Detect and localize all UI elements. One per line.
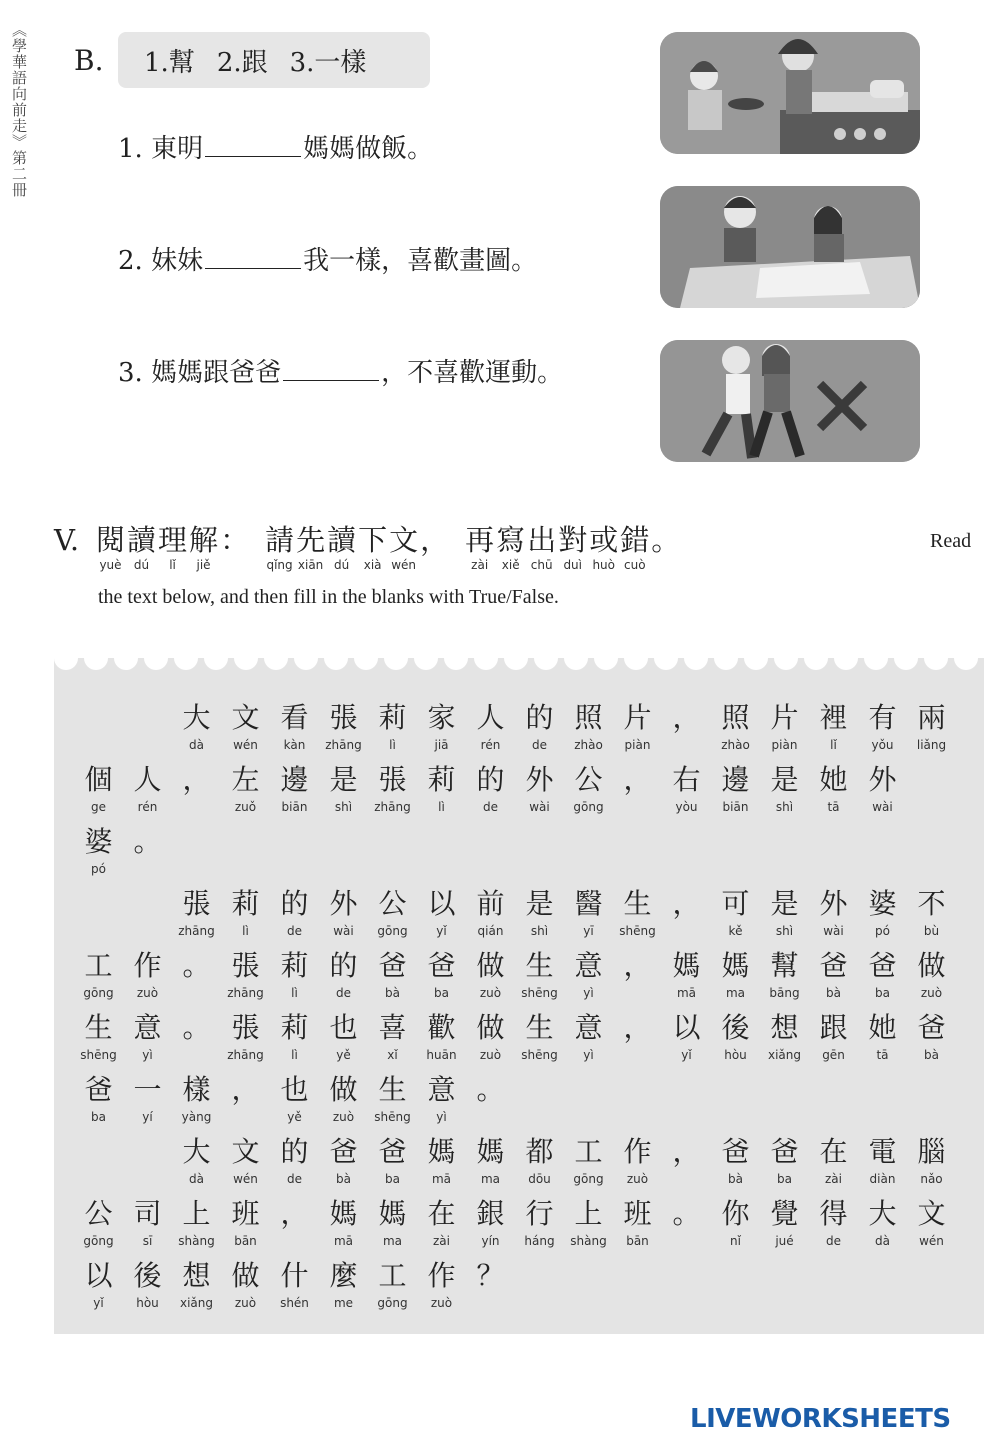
passage-char: 大 dà — [182, 701, 211, 752]
passage-char: 的 de — [280, 887, 309, 938]
passage-char — [74, 884, 123, 938]
passage-char: 個 ge — [84, 763, 113, 814]
passage-char: 生 shēng — [374, 1073, 411, 1124]
title-char: 文 wén — [389, 523, 419, 572]
passage-char: 文 wén — [231, 1135, 260, 1186]
passage-line — [74, 884, 956, 938]
passage-char: ？ — [476, 1259, 505, 1292]
title-char: ， — [420, 523, 450, 557]
passage-char: 上 shàng — [570, 1197, 607, 1248]
passage-char — [74, 698, 123, 752]
passage-char: ， — [280, 1197, 309, 1230]
passage-char: 跟 gēn — [819, 1011, 848, 1062]
passage-char: 生 shēng — [521, 1011, 558, 1062]
passage-char: 外 wài — [525, 763, 554, 814]
passage-char: 爸 bà — [819, 949, 848, 1000]
passage-char — [74, 1132, 123, 1186]
passage-char: 司 sī — [133, 1197, 162, 1248]
title-char: 解 jiě — [189, 523, 219, 572]
passage-char: 的 de — [525, 701, 554, 752]
passage-char: 邊 biān — [721, 763, 750, 814]
passage-char: 作 zuò — [427, 1259, 456, 1310]
passage-char: 照 zhào — [574, 701, 603, 752]
passage-char: 爸 ba — [868, 949, 897, 1000]
passage-char: 文 wén — [231, 701, 260, 752]
passage-line — [74, 698, 956, 752]
answer-blank-1[interactable] — [205, 134, 301, 157]
passage-char: 兩 liǎng — [916, 701, 947, 752]
title-char: 再 zài — [465, 523, 495, 572]
passage-char: ， — [182, 763, 211, 796]
passage-char: 她 tā — [819, 763, 848, 814]
passage-char: 張 zhāng — [374, 763, 411, 814]
passage-char: 前 qián — [476, 887, 505, 938]
passage-char: 也 yě — [280, 1073, 309, 1124]
title-char: 或 huò — [589, 523, 619, 572]
passage-line — [74, 1194, 956, 1248]
passage-char: 。 — [182, 1011, 211, 1044]
passage-char: 電 diàn — [868, 1135, 897, 1186]
question-3: 3. 媽媽跟爸爸 ，不喜歡運動。 — [118, 358, 564, 388]
answer-blank-3[interactable] — [283, 358, 379, 381]
passage-line — [74, 1008, 956, 1062]
passage-char: 莉 lì — [231, 887, 260, 938]
passage-char: 婆 pó — [868, 887, 897, 938]
passage-char: 以 yǐ — [84, 1259, 113, 1310]
passage-char: 爸 ba — [427, 949, 456, 1000]
passage-char: 以 yǐ — [672, 1011, 701, 1062]
passage-char: 作 zuò — [623, 1135, 652, 1186]
passage-line — [74, 822, 172, 876]
passage-char: 上 shàng — [178, 1197, 215, 1248]
passage-char: 外 wài — [329, 887, 358, 938]
book-title-side: 《學華語向前走》第二冊 — [10, 22, 28, 198]
passage-char: 莉 lì — [280, 1011, 309, 1062]
passage-char: 爸 ba — [770, 1135, 799, 1186]
passage-char: 片 piàn — [770, 701, 799, 752]
passage-char: 。 — [672, 1197, 701, 1230]
passage-char: 工 gōng — [377, 1259, 408, 1310]
passage-char: ， — [623, 763, 652, 796]
passage-char: ， — [672, 887, 701, 920]
passage-char: 大 dà — [182, 1135, 211, 1186]
passage-char: 醫 yī — [574, 887, 603, 938]
passage-char: 一 yí — [133, 1073, 162, 1124]
passage-char: 工 gōng — [573, 1135, 604, 1186]
passage-char: ， — [623, 1011, 652, 1044]
passage-char: 工 gōng — [83, 949, 114, 1000]
illustration-drawing — [660, 186, 920, 308]
passage-char: 文 wén — [917, 1197, 946, 1248]
passage-char: 片 piàn — [623, 701, 652, 752]
passage-char: 喜 xǐ — [378, 1011, 407, 1062]
passage-char: 左 zuǒ — [231, 763, 260, 814]
passage-char: 生 shēng — [521, 949, 558, 1000]
passage-char: 也 yě — [329, 1011, 358, 1062]
passage-char: 公 gōng — [83, 1197, 114, 1248]
word-bank-item: 3.一樣 — [289, 47, 367, 78]
section-v-heading: V. 閱 yuè 讀 dú 理 lǐ 解 jiě ： 請 qǐng 先 xiān 讀 dú 下 xià 文 wén ， 再 zài 寫 xiě 出 chū 對 duì 或 huò 錯 cuò 。 — [54, 523, 681, 572]
passage-char: 右 yòu — [672, 763, 701, 814]
passage-char: 公 gōng — [573, 763, 604, 814]
passage-char: 爸 bà — [917, 1011, 946, 1062]
passage-line — [74, 1132, 956, 1186]
passage-char: 生 shēng — [619, 887, 656, 938]
passage-char: 班 bān — [231, 1197, 260, 1248]
reading-passage — [54, 658, 984, 1334]
passage-char: 媽 mā — [427, 1135, 456, 1186]
passage-char: 的 de — [329, 949, 358, 1000]
passage-char: 婆 pó — [84, 825, 113, 876]
passage-char: 媽 ma — [721, 949, 750, 1000]
passage-char: 想 xiǎng — [767, 1011, 801, 1062]
word-bank-item: 2.跟 — [216, 47, 268, 78]
passage-char: 爸 bà — [329, 1135, 358, 1186]
passage-char: 什 shén — [280, 1259, 309, 1310]
instruction-english-read: Read — [930, 530, 972, 552]
title-char: 理 lǐ — [158, 523, 188, 572]
passage-line — [74, 760, 907, 814]
passage-char: 看 kàn — [280, 701, 309, 752]
passage-char: 。 — [182, 949, 211, 982]
passage-char: 意 yì — [574, 949, 603, 1000]
passage-char: 張 zhāng — [227, 949, 264, 1000]
passage-char — [123, 1132, 172, 1186]
passage-char: 行 háng — [524, 1197, 555, 1248]
passage-char: 。 — [133, 825, 162, 858]
passage-char: 家 jiā — [427, 701, 456, 752]
title-char: 錯 cuò — [620, 523, 650, 572]
liveworksheets-logo: LIVEWORKSHEETS — [690, 1404, 951, 1434]
passage-char: 都 dōu — [525, 1135, 554, 1186]
passage-char: 後 hòu — [133, 1259, 162, 1310]
passage-char: 樣 yàng — [181, 1073, 212, 1124]
title-char: 先 xiān — [296, 523, 326, 572]
passage-char: 作 zuò — [133, 949, 162, 1000]
passage-char: 人 rén — [133, 763, 162, 814]
title-char: 讀 dú — [127, 523, 157, 572]
passage-char: 是 shì — [525, 887, 554, 938]
passage-char: 照 zhào — [721, 701, 750, 752]
title-char: 寫 xiě — [496, 523, 526, 572]
passage-char: 爸 ba — [378, 1135, 407, 1186]
passage-char: 裡 lǐ — [819, 701, 848, 752]
question-1: 1. 東明 媽媽做飯。 — [118, 134, 434, 164]
passage-char: ， — [231, 1073, 260, 1106]
passage-char: 是 shì — [329, 763, 358, 814]
passage-char: 以 yǐ — [427, 887, 456, 938]
passage-char: ， — [623, 949, 652, 982]
passage-char: 媽 mā — [329, 1197, 358, 1248]
passage-char: 做 zuò — [476, 1011, 505, 1062]
passage-char: 覺 jué — [770, 1197, 799, 1248]
passage-char: 有 yǒu — [868, 701, 897, 752]
passage-char: 媽 ma — [378, 1197, 407, 1248]
passage-char: 媽 ma — [476, 1135, 505, 1186]
passage-char: 人 rén — [476, 701, 505, 752]
word-bank-item: 1.幫 — [144, 47, 195, 78]
passage-char: 張 zhāng — [227, 1011, 264, 1062]
passage-line — [74, 1070, 515, 1124]
passage-char: 可 kě — [721, 887, 750, 938]
passage-char: 意 yì — [133, 1011, 162, 1062]
passage-char: 你 nǐ — [721, 1197, 750, 1248]
passage-char: 是 shì — [770, 887, 799, 938]
title-char: 請 qǐng — [265, 523, 295, 572]
passage-char: 做 zuò — [329, 1073, 358, 1124]
passage-char: 做 zuò — [917, 949, 946, 1000]
passage-char: 班 bān — [623, 1197, 652, 1248]
passage-char: 公 gōng — [377, 887, 408, 938]
passage-char: 生 shēng — [80, 1011, 117, 1062]
question-2: 2. 妹妹 我一樣，喜歡畫圖。 — [118, 246, 538, 276]
passage-char — [123, 884, 172, 938]
answer-blank-2[interactable] — [205, 246, 301, 269]
passage-char: 不 bù — [917, 887, 946, 938]
passage-char: 張 zhāng — [325, 701, 362, 752]
passage-char: 幫 bāng — [769, 949, 800, 1000]
illustration-cooking — [660, 32, 920, 154]
passage-line — [74, 946, 956, 1000]
passage-char: 莉 lì — [378, 701, 407, 752]
passage-char: 意 yì — [427, 1073, 456, 1124]
instruction-english: the text below, and then fill in the blanks with True/False. — [98, 586, 559, 608]
passage-char: 邊 biān — [280, 763, 309, 814]
passage-char: 銀 yín — [476, 1197, 505, 1248]
passage-char: 莉 lì — [427, 763, 456, 814]
passage-char: 的 de — [280, 1135, 309, 1186]
passage-char: 意 yì — [574, 1011, 603, 1062]
passage-char: 的 de — [476, 763, 505, 814]
passage-char: 爸 ba — [84, 1073, 113, 1124]
title-char: 。 — [651, 523, 681, 557]
illustration-exercise — [660, 340, 920, 462]
passage-char: 外 wài — [819, 887, 848, 938]
word-bank — [118, 32, 430, 88]
passage-char: 做 zuò — [476, 949, 505, 1000]
passage-char: 媽 mā — [672, 949, 701, 1000]
passage-line — [74, 1256, 515, 1310]
passage-char: 在 zài — [427, 1197, 456, 1248]
passage-char: 她 tā — [868, 1011, 897, 1062]
passage-char: 麼 me — [329, 1259, 358, 1310]
passage-char: 後 hòu — [721, 1011, 750, 1062]
passage-char: 得 de — [819, 1197, 848, 1248]
passage-char: 。 — [476, 1073, 505, 1106]
passage-char: 爸 bà — [378, 949, 407, 1000]
passage-char: 大 dà — [868, 1197, 897, 1248]
passage-char: 做 zuò — [231, 1259, 260, 1310]
passage-char: 爸 bà — [721, 1135, 750, 1186]
section-b-label: B. — [74, 44, 104, 77]
passage-char: ， — [672, 701, 701, 734]
title-char: ： — [220, 523, 250, 557]
passage-char: 張 zhāng — [178, 887, 215, 938]
passage-char: 腦 nǎo — [917, 1135, 946, 1186]
passage-char: 在 zài — [819, 1135, 848, 1186]
passage-char: 外 wài — [868, 763, 897, 814]
title-char: 對 duì — [558, 523, 588, 572]
passage-char: 想 xiǎng — [179, 1259, 213, 1310]
passage-char — [123, 698, 172, 752]
title-char: 閱 yuè — [96, 523, 126, 572]
passage-char: 莉 lì — [280, 949, 309, 1000]
passage-char: 是 shì — [770, 763, 799, 814]
passage-char: 歡 huān — [426, 1011, 457, 1062]
passage-char: ， — [672, 1135, 701, 1168]
title-char: 讀 dú — [327, 523, 357, 572]
title-char: 下 xià — [358, 523, 388, 572]
title-char: 出 chū — [527, 523, 557, 572]
